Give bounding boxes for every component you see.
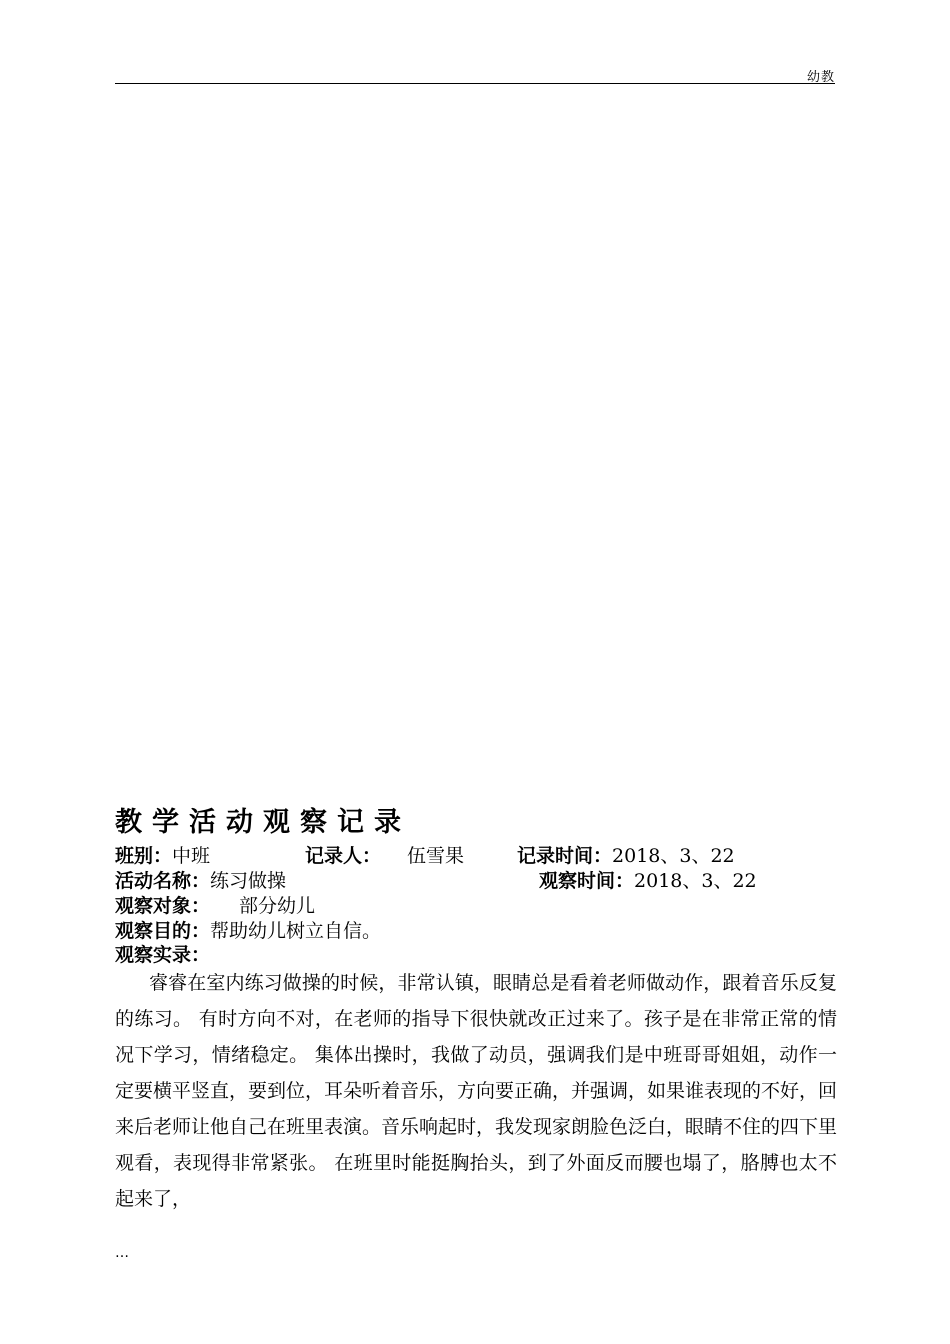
info-row-3: [115, 894, 835, 919]
record-label: 观察实录：: [115, 944, 211, 966]
target-value: 部分幼儿: [239, 895, 316, 917]
observe-time-label: 观察时间：: [539, 870, 635, 892]
activity-value: 练习做操: [210, 870, 287, 892]
document-title: 教学活动观察记录: [115, 807, 411, 838]
class-value: 中班: [172, 845, 211, 867]
info-row-4: [115, 919, 835, 944]
recorder-label: 记录人：: [305, 845, 382, 867]
record-time-label: 记录时间：: [517, 845, 613, 867]
purpose-label: 观察目的：: [115, 920, 211, 942]
target-label: 观察对象：: [115, 895, 211, 917]
header-divider: [115, 83, 835, 84]
record-time-value: 2018、3、22: [612, 845, 735, 867]
continuation-ellipsis: …: [115, 1245, 129, 1261]
observation-record-text: 睿睿在室内练习做操的时候，非常认镇，眼睛总是看着老师做动作，跟着音乐反复的练习。 有时方向不对，在老师的指导下很快就改正过来了。孩子是在非常正常的情况下学习，情绪稳定。 集体出操时，我做了动员，强调我们是中班哥哥姐姐，动作一定要横平竖直，要到位，耳朵听着音乐，方向要正确，并强调，如果谁表现的不好，回来后老师让他自己在班里表演。音乐响起时，我发现家朗脸色泛白，眼睛不住的四下里观看，表现得非常紧张。 在班里时能挺胸抬头，到了外面反而腰也塌了，胳膊也太不起来了，: [115, 972, 838, 1210]
activity-label: 活动名称：: [115, 870, 211, 892]
class-label: 班别：: [115, 845, 173, 867]
info-row-2: [115, 869, 835, 894]
recorder-value: 伍雪果: [407, 845, 465, 867]
purpose-value: 帮助幼儿树立自信。: [210, 920, 382, 942]
observe-time-value: 2018、3、22: [634, 870, 757, 892]
page-header-label: 幼教: [806, 70, 835, 85]
info-row-1: [115, 844, 835, 869]
